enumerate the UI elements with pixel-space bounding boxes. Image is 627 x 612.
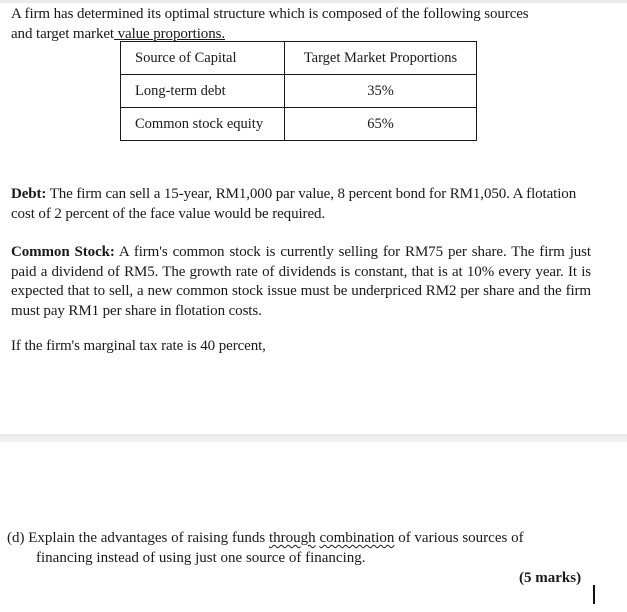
top-divider (0, 0, 627, 3)
debt-label: Debt: (11, 186, 47, 202)
tax-rate-paragraph (11, 337, 591, 357)
common-stock-label: Common Stock: (11, 244, 115, 260)
question-word-through: through (269, 530, 316, 546)
question-line-1-after: of various sources of (394, 530, 524, 546)
header-target-market-proportions: Target Market Proportions (285, 42, 477, 75)
text-cursor[interactable] (593, 585, 595, 604)
marks-label: (5 marks) (519, 570, 582, 586)
question-d (7, 528, 597, 568)
intro-line-2-underlined: value proportions. (113, 26, 225, 42)
intro-paragraph (11, 4, 611, 44)
common-stock-paragraph (11, 243, 591, 321)
question-word-combination: combination (319, 530, 395, 546)
intro-line-2: and target market (11, 26, 114, 42)
intro-line-1: A firm has determined its optimal structure which is composed of the following sources (11, 6, 529, 22)
table-row (121, 75, 477, 108)
cell-proportion: 65% (285, 108, 477, 141)
cell-proportion: 35% (285, 75, 477, 108)
debt-paragraph (11, 185, 591, 224)
cell-source: Long-term debt (121, 75, 285, 108)
capital-structure-table (120, 41, 477, 141)
question-line-1-before: (d) Explain the advantages of raising funds (7, 530, 270, 546)
table-row (121, 108, 477, 141)
question-line-2: financing instead of using just one source of financing. (36, 550, 366, 566)
common-stock-text: A firm's common stock is currently selling for RM75 per share. The firm just paid a dividend of RM5. The growth rate of dividends is constant, that is at 10% every year. It is expected that to sell, a new common stock issue must be underpriced RM2 per share and the firm must pay RM1 per share in flotation costs. (11, 244, 591, 319)
header-source-of-capital: Source of Capital (121, 42, 285, 75)
cell-source: Common stock equity (121, 108, 285, 141)
debt-text: The firm can sell a 15-year, RM1,000 par value, 8 percent bond for RM1,050. A flotation cost of 2 percent of the face value would be required. (11, 186, 577, 222)
page-break-band (0, 434, 627, 442)
table-header-row (121, 42, 477, 75)
tax-rate-text: If the firm's marginal tax rate is 40 percent, (11, 338, 266, 354)
